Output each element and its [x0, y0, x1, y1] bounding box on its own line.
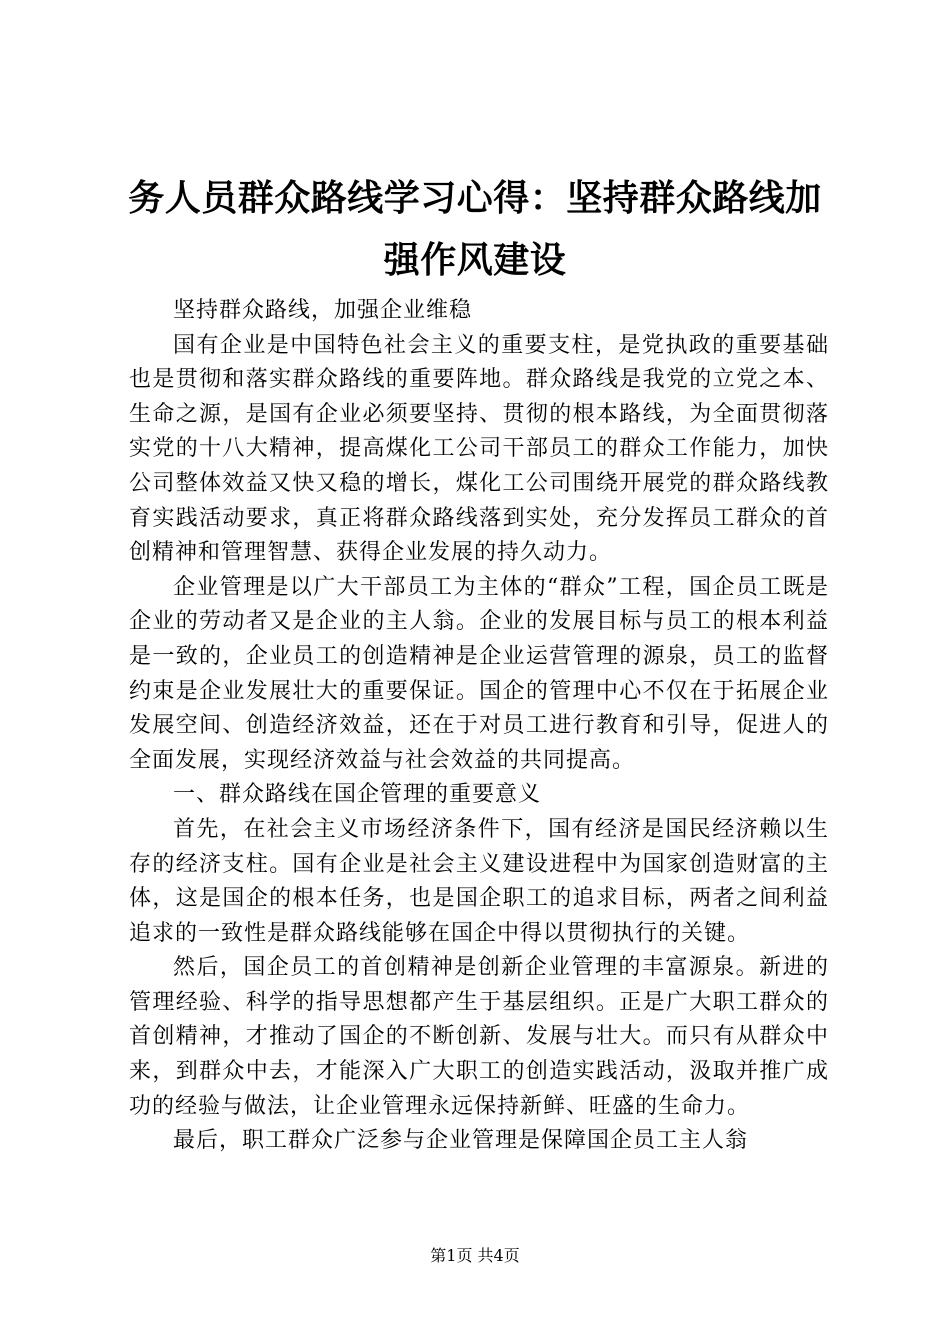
document-body [129, 294, 829, 1159]
paragraph: 企业管理是以广大干部员工为主体的“群众”工程，国企员工既是企业的劳动者又是企业的主人翁。企业的发展目标与员工的根本利益是一致的，企业员工的创造精神是企业运营管理的源泉，员工的监督约束是企业发展壮大的重要保证。国企的管理中心不仅在于拓展企业发展空间、创造经济效益，还在于对员工进行教育和引导，促进人的全面发展，实现经济效益与社会效益的共同提高。 [129, 574, 829, 773]
paragraph: 首先，在社会主义市场经济条件下，国有经济是国民经济赖以生存的经济支柱。国有企业是社会主义建设进程中为国家创造财富的主体，这是国企的根本任务，也是国企职工的追求目标，两者之间利益追求的一致性是群众路线能够在国企中得以贯彻执行的关键。 [129, 816, 829, 946]
paragraph: 然后，国企员工的首创精神是创新企业管理的丰富源泉。新进的管理经验、科学的指导思想都产生于基层组织。正是广大职工群众的首创精神，才推动了国企的不断创新、发展与壮大。而只有从群众中来，到群众中去，才能深入广大职工的创造实践活动，汲取并推广成功的经验与做法，让企业管理永远保持新鲜、旺盛的生命力。 [129, 955, 829, 1119]
paragraph: 国有企业是中国特色社会主义的重要支柱，是党执政的重要基础也是贯彻和落实群众路线的重要阵地。群众路线是我党的立党之本、生命之源，是国有企业必须要坚持、贯彻的根本路线，为全面贯彻落实党的十八大精神，提高煤化工公司干部员工的群众工作能力，加快公司整体效益又快又稳的增长，煤化工公司围绕开展党的群众路线教育实践活动要求，真正将群众路线落到实处，充分发挥员工群众的首创精神和管理智慧、获得企业发展的持久动力。 [129, 332, 829, 566]
section-heading: 一、群众路线在国企管理的重要意义 [173, 782, 542, 808]
document-title: 务人员群众路线学习心得：坚持群众路线加强作风建设 [128, 178, 822, 281]
paragraph: 最后，职工群众广泛参与企业管理是保障国企员工主人翁 [173, 1128, 749, 1154]
page-number-footer: 第1页 共4页 [430, 1246, 520, 1265]
subheading: 坚持群众路线，加强企业维稳 [173, 298, 473, 323]
